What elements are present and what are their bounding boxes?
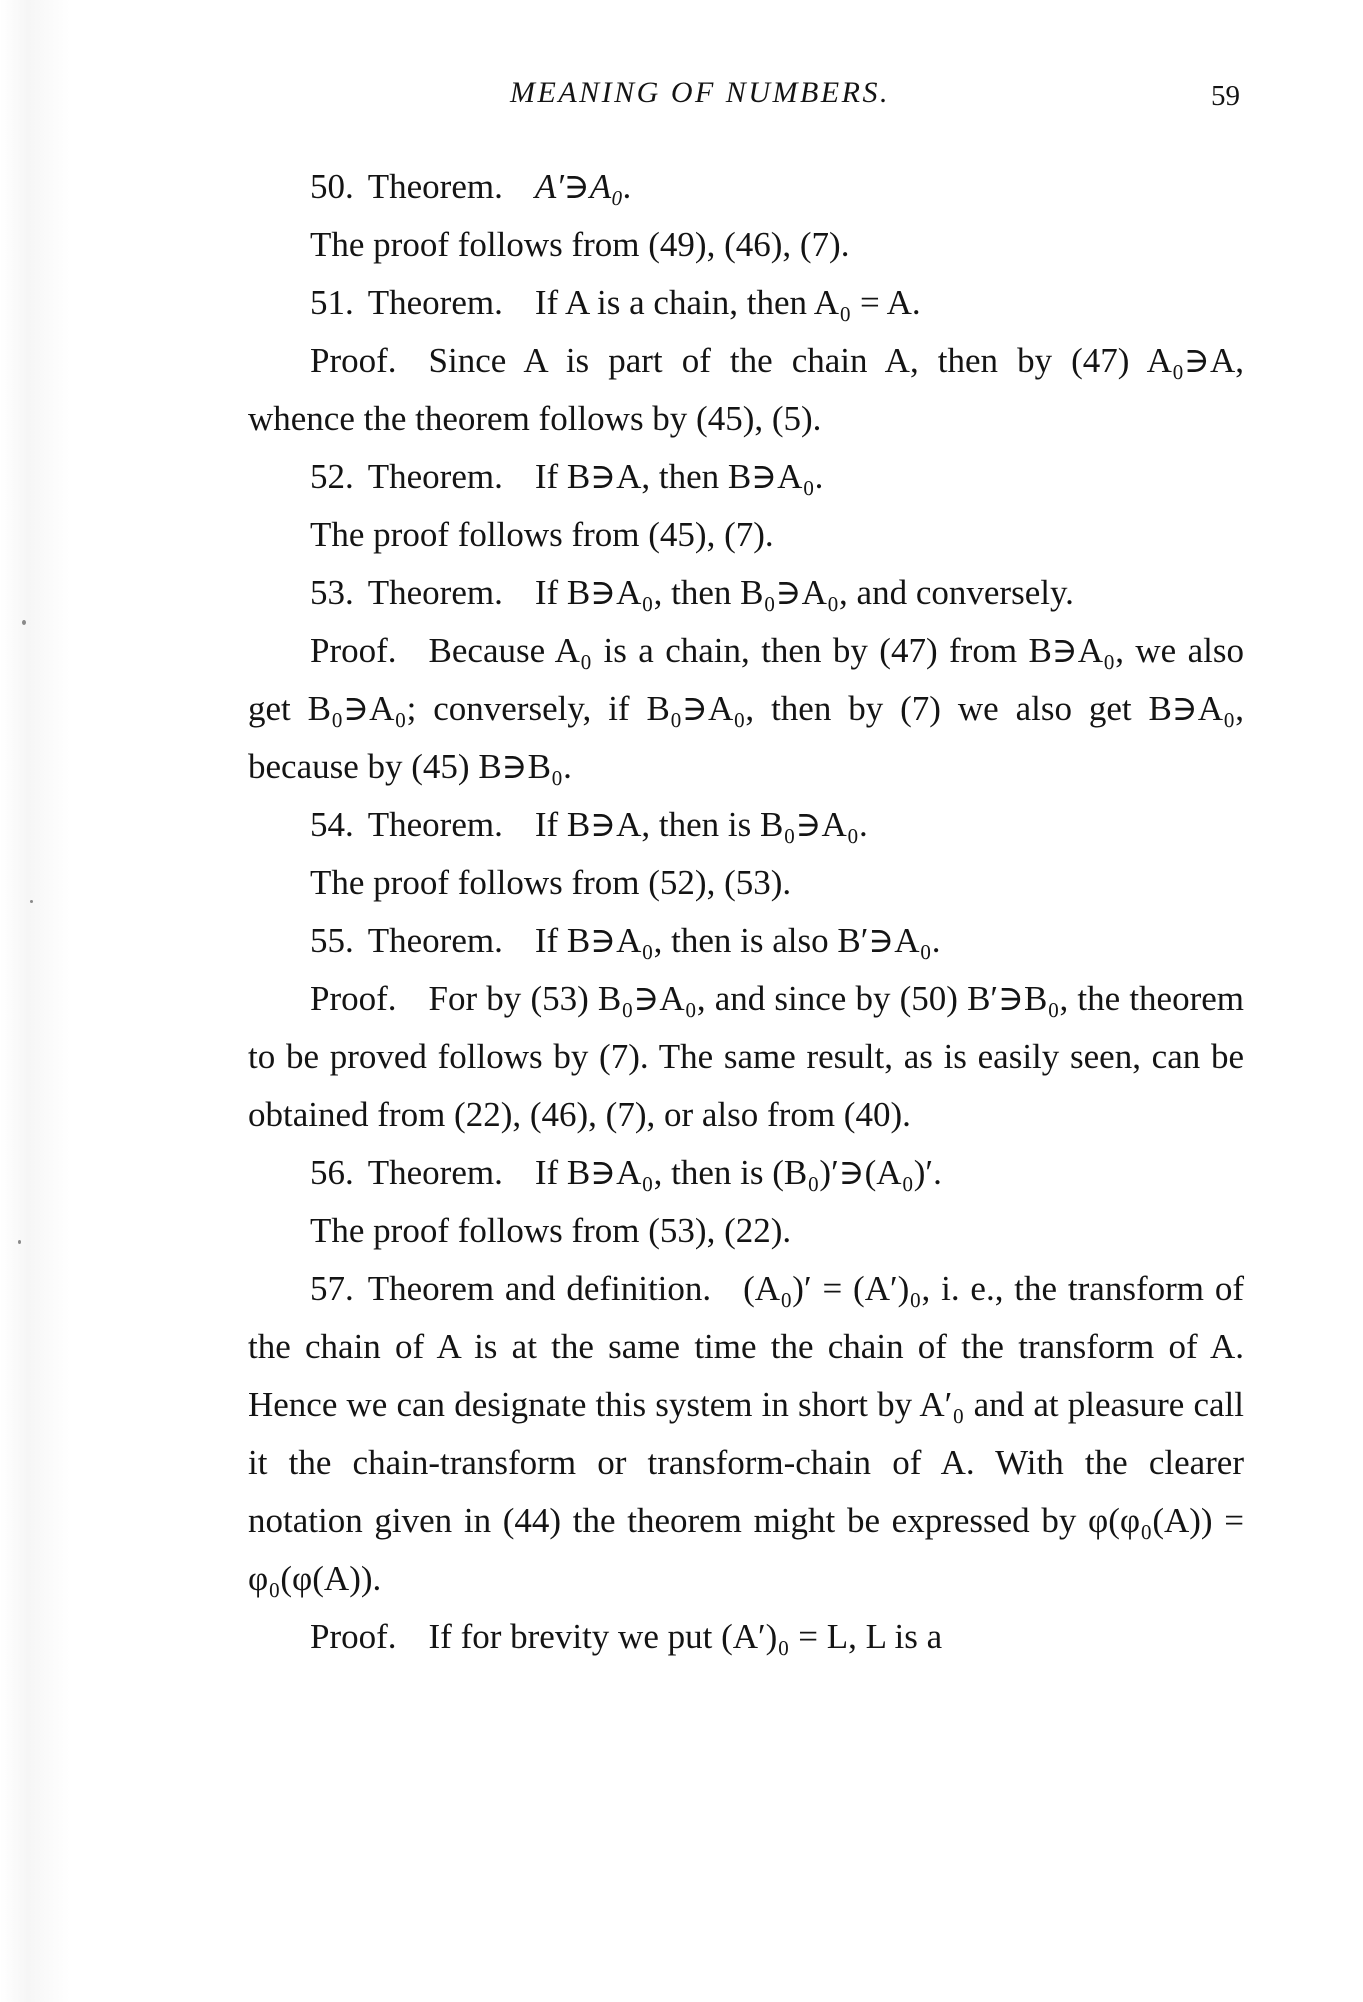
theorem-52 bbox=[248, 448, 1244, 506]
item-number: 51. bbox=[310, 283, 354, 322]
item-text: If B∋A₀, then is also B′∋A₀. bbox=[534, 921, 941, 960]
item-label: Proof. bbox=[310, 1617, 397, 1656]
item-label: Theorem. bbox=[367, 1153, 503, 1192]
print-speck bbox=[22, 620, 26, 625]
item-number: 52. bbox=[310, 457, 354, 496]
item-text: If B∋A, then B∋A₀. bbox=[534, 457, 824, 496]
item-label: Theorem. bbox=[367, 921, 503, 960]
item-text: (A₀)′ = (A′)₀, i. e., the transform of the chain of A is at the same time the chain of the transform of A. Hence we can designate this system in short by A′₀ and at pleasure call it the chain-transform or transform-chain of A. With the clearer notation given in (44) the theorem might be expressed by φ(φ₀(A)) = φ₀(φ(A)). bbox=[248, 1269, 1244, 1598]
item-text: Since A is part of the chain A, then by (47) A₀∋A, whence the theorem follows by (45), (5). bbox=[248, 341, 1244, 438]
item-text: For by (53) B₀∋A₀, and since by (50) B′∋B₀, the theorem to be proved follows by (7). The same result, as is easily seen, can be obtained from (22), (46), (7), or also from (40). bbox=[248, 979, 1244, 1134]
item-label: Proof. bbox=[310, 979, 397, 1018]
item-text: If for brevity we put (A′)₀ = L, L is a bbox=[428, 1617, 943, 1656]
theorem-57 bbox=[248, 1260, 1244, 1608]
proof-53 bbox=[248, 622, 1244, 796]
item-label: Theorem. bbox=[367, 457, 503, 496]
item-label: Theorem. bbox=[367, 167, 503, 206]
item-label: Theorem. bbox=[367, 283, 503, 322]
print-speck bbox=[18, 1240, 21, 1244]
item-label: Theorem and definition. bbox=[367, 1269, 712, 1308]
item-number: 56. bbox=[310, 1153, 354, 1192]
theorem-56 bbox=[248, 1144, 1244, 1202]
item-text: Because A₀ is a chain, then by (47) from B∋A₀, we also get B₀∋A₀; conversely, if B₀∋A₀, then by (7) we also get B∋A₀, because by (45) B∋B₀. bbox=[248, 631, 1244, 786]
page-number: 59 bbox=[1211, 80, 1240, 112]
item-text: The proof follows from (45), (7). bbox=[310, 515, 774, 554]
theorem-55 bbox=[248, 912, 1244, 970]
theorem-54 bbox=[248, 796, 1244, 854]
running-head: MEANING OF NUMBERS. bbox=[510, 76, 890, 109]
item-number: 55. bbox=[310, 921, 354, 960]
item-text: If A is a chain, then A₀ = A. bbox=[534, 283, 921, 322]
theorem-53 bbox=[248, 564, 1244, 622]
proof-52 bbox=[248, 506, 1244, 564]
item-number: 53. bbox=[310, 573, 354, 612]
item-label: Proof. bbox=[310, 631, 397, 670]
page-gutter-shadow bbox=[0, 0, 70, 2002]
proof-57 bbox=[248, 1608, 1244, 1666]
page-header bbox=[250, 72, 1240, 122]
item-number: 57. bbox=[310, 1269, 354, 1308]
proof-51 bbox=[248, 332, 1244, 448]
body-text bbox=[248, 158, 1244, 1666]
proof-56 bbox=[248, 1202, 1244, 1260]
item-number: 50. bbox=[310, 167, 354, 206]
item-label: Theorem. bbox=[367, 805, 503, 844]
item-text: If B∋A₀, then is (B₀)′∋(A₀)′. bbox=[534, 1153, 942, 1192]
item-label: Theorem. bbox=[367, 573, 503, 612]
item-text: The proof follows from (53), (22). bbox=[310, 1211, 792, 1250]
item-text: If B∋A₀, then B₀∋A₀, and conversely. bbox=[534, 573, 1074, 612]
theorem-50 bbox=[248, 158, 1244, 216]
item-text: If B∋A, then is B₀∋A₀. bbox=[534, 805, 868, 844]
print-speck bbox=[30, 900, 33, 903]
item-text: A′∋A₀. bbox=[534, 167, 633, 206]
proof-54 bbox=[248, 854, 1244, 912]
proof-55 bbox=[248, 970, 1244, 1144]
item-text: The proof follows from (49), (46), (7). bbox=[310, 225, 850, 264]
proof-50 bbox=[248, 216, 1244, 274]
item-label: Proof. bbox=[310, 341, 397, 380]
item-number: 54. bbox=[310, 805, 354, 844]
theorem-51 bbox=[248, 274, 1244, 332]
item-text: The proof follows from (52), (53). bbox=[310, 863, 792, 902]
